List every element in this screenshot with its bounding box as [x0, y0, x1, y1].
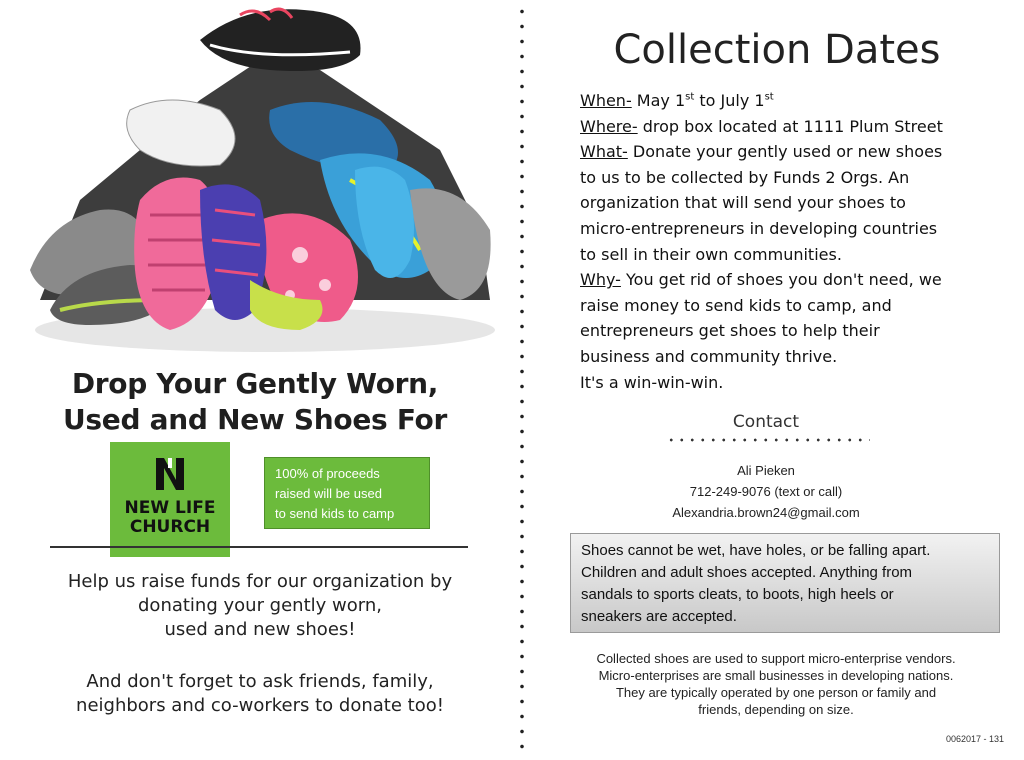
win-win-line: It's a win-win-win. — [580, 372, 724, 392]
where-label: Where- — [580, 116, 638, 136]
new-life-church-logo — [110, 442, 230, 557]
help-line-3: used and new shoes! — [164, 619, 356, 640]
footer-line-3: They are typically operated by one person or family and — [615, 685, 937, 700]
notice-line-1: Shoes cannot be wet, have holes, or be falling apart. — [581, 542, 931, 559]
why-line-2: raise money to send kids to camp, and — [580, 295, 892, 315]
when-label: When- — [580, 91, 632, 110]
footer-line-1: Collected shoes are used to support micro-enterprise vendors. — [596, 651, 956, 666]
notice-line-2: Children and adult shoes accepted. Anything from — [581, 564, 913, 581]
headline-line-2: Used and New Shoes For — [62, 403, 448, 436]
proceeds-line-2: raised will be used — [275, 486, 382, 501]
proceeds-line-1: 100% of proceeds — [275, 466, 380, 481]
reminder-message — [30, 670, 490, 718]
why-line-3: entrepreneurs get shoes to help their — [580, 321, 880, 341]
help-message — [30, 570, 490, 642]
reminder-line-2: neighbors and co-workers to donate too! — [76, 695, 444, 716]
when-sup-a: st — [685, 91, 695, 103]
help-line-1: Help us raise funds for our organization by — [67, 571, 453, 592]
what-line-4: micro-entrepreneurs in developing countries — [580, 218, 938, 238]
shoe-pile-image — [20, 0, 500, 360]
document-code: 0062017 - 131 — [945, 734, 1004, 744]
notice-line-3: sandals to sports cleats, to boots, high heels or — [581, 586, 894, 603]
where-text: drop box located at 1111 Plum Street — [637, 116, 943, 136]
proceeds-line-3: to send kids to camp — [275, 506, 395, 521]
contact-email: Alexandria.brown24@gmail.com — [672, 505, 860, 520]
why-line-4: business and community thrive. — [580, 346, 838, 366]
headline-line-1: Drop Your Gently Worn, — [71, 367, 439, 400]
logo-text-new-life: NEW LIFE — [124, 498, 216, 518]
headline — [20, 366, 490, 438]
when-text-b: to July 1 — [694, 91, 765, 110]
contact-name: Ali Pieken — [737, 463, 795, 478]
help-line-2: donating your gently worn, — [138, 595, 382, 616]
footer-line-2: Micro-enterprises are small businesses in developing nations. — [598, 668, 954, 683]
contact-info — [616, 460, 916, 523]
what-label: What- — [580, 142, 628, 162]
right-panel — [530, 0, 1024, 760]
collection-dates-title: Collection Dates — [613, 27, 941, 73]
contact-dotted-rule — [666, 437, 870, 443]
when-row — [580, 88, 1000, 114]
collection-details — [580, 88, 1000, 395]
logo-text-church: CHURCH — [129, 517, 211, 537]
notice-line-4: sneakers are accepted. — [581, 608, 737, 625]
where-row — [580, 114, 1000, 140]
proceeds-callout — [264, 457, 430, 529]
when-sup-b: st — [764, 91, 774, 103]
acceptance-notice — [570, 533, 1000, 633]
what-line-2: to us to be collected by Funds 2 Orgs. An — [580, 167, 910, 187]
what-line-3: organization that will send your shoes to — [580, 193, 906, 213]
horizontal-divider — [50, 546, 468, 548]
church-logo-mark-icon — [152, 454, 188, 494]
contact-heading: Contact — [732, 412, 800, 432]
what-line-5: to sell in their own communities. — [580, 244, 842, 264]
why-line-1: You get rid of shoes you don't need, we — [620, 270, 942, 290]
micro-enterprise-note — [538, 650, 1014, 718]
what-line-1: Donate your gently used or new shoes — [627, 142, 943, 162]
what-row — [580, 139, 1000, 165]
left-panel — [0, 0, 510, 760]
vertical-dotted-divider — [519, 4, 525, 756]
why-row — [580, 267, 1000, 293]
footer-line-4: friends, depending on size. — [698, 702, 854, 717]
when-text-a: May 1 — [631, 91, 686, 110]
reminder-line-1: And don't forget to ask friends, family, — [86, 671, 434, 692]
contact-phone: 712-249-9076 (text or call) — [689, 484, 843, 499]
why-label: Why- — [580, 270, 621, 290]
